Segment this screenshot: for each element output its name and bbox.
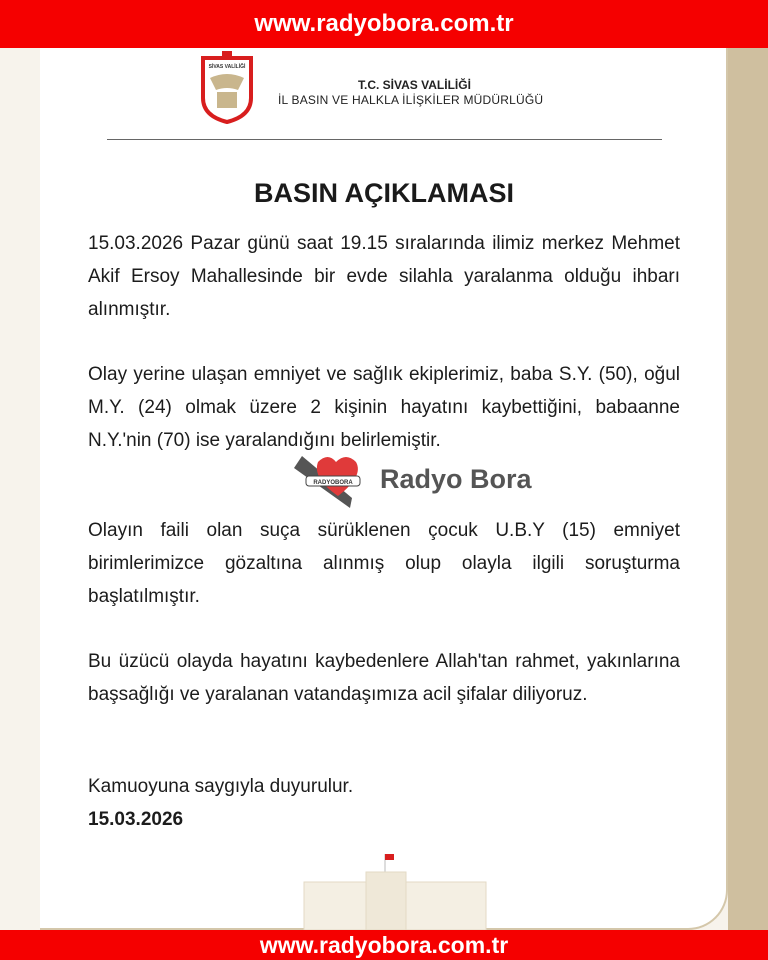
header-divider [107,139,662,140]
paragraph-2: Olay yerine ulaşan emniyet ve sağlık ekiplerimiz, baba S.Y. (50), oğul M.Y. (24) olmak üzere 2 kişinin hayatını kaybettiğini, babaanne N.Y.'nin (70) ise yaralandığını belirlemiştir. [88,364,680,451]
header-institution: T.C. SİVAS VALİLİĞİ [358,78,471,92]
paragraph-4: Bu üzücü olayda hayatını kaybedenlere Allah'tan rahmet, yakınlarına başsağlığı ve yaralanan vatandaşımıza acil şifalar diliyoruz. [88,651,680,705]
svg-text:SİVAS VALİLİĞİ: SİVAS VALİLİĞİ [208,64,246,70]
closing-line: Kamuoyuna saygıyla duyurulur. [88,776,354,797]
government-building-illustration [300,852,490,930]
svg-text:RADYOBORA: RADYOBORA [313,480,353,486]
sivas-governorship-logo [200,50,254,124]
radyo-bora-watermark [292,448,532,510]
top-banner: www.radyobora.com.tr [0,0,768,48]
watermark-text: Radyo Bora [380,463,532,494]
bottom-banner: www.radyobora.com.tr [0,930,768,960]
radyo-bora-logo [292,448,374,510]
header-department: İL BASIN VE HALKLA İLİŞKİLER MÜDÜRLÜĞÜ [278,93,544,107]
page-title: BASIN AÇIKLAMASI [254,178,514,208]
paragraph-3: Olayın faili olan suça sürüklenen çocuk U.B.Y (15) emniyet birimlerimizce gözaltına alınmış olup olayla ilgili soruşturma başlatılmıştır. [88,520,680,607]
date: 15.03.2026 [88,809,184,830]
paragraph-1: 15.03.2026 Pazar günü saat 19.15 sıralarında ilimiz merkez Mehmet Akif Ersoy Mahallesinde bir evde silahla yaralanma olduğu ihbarı alınmıştır. [88,233,680,320]
